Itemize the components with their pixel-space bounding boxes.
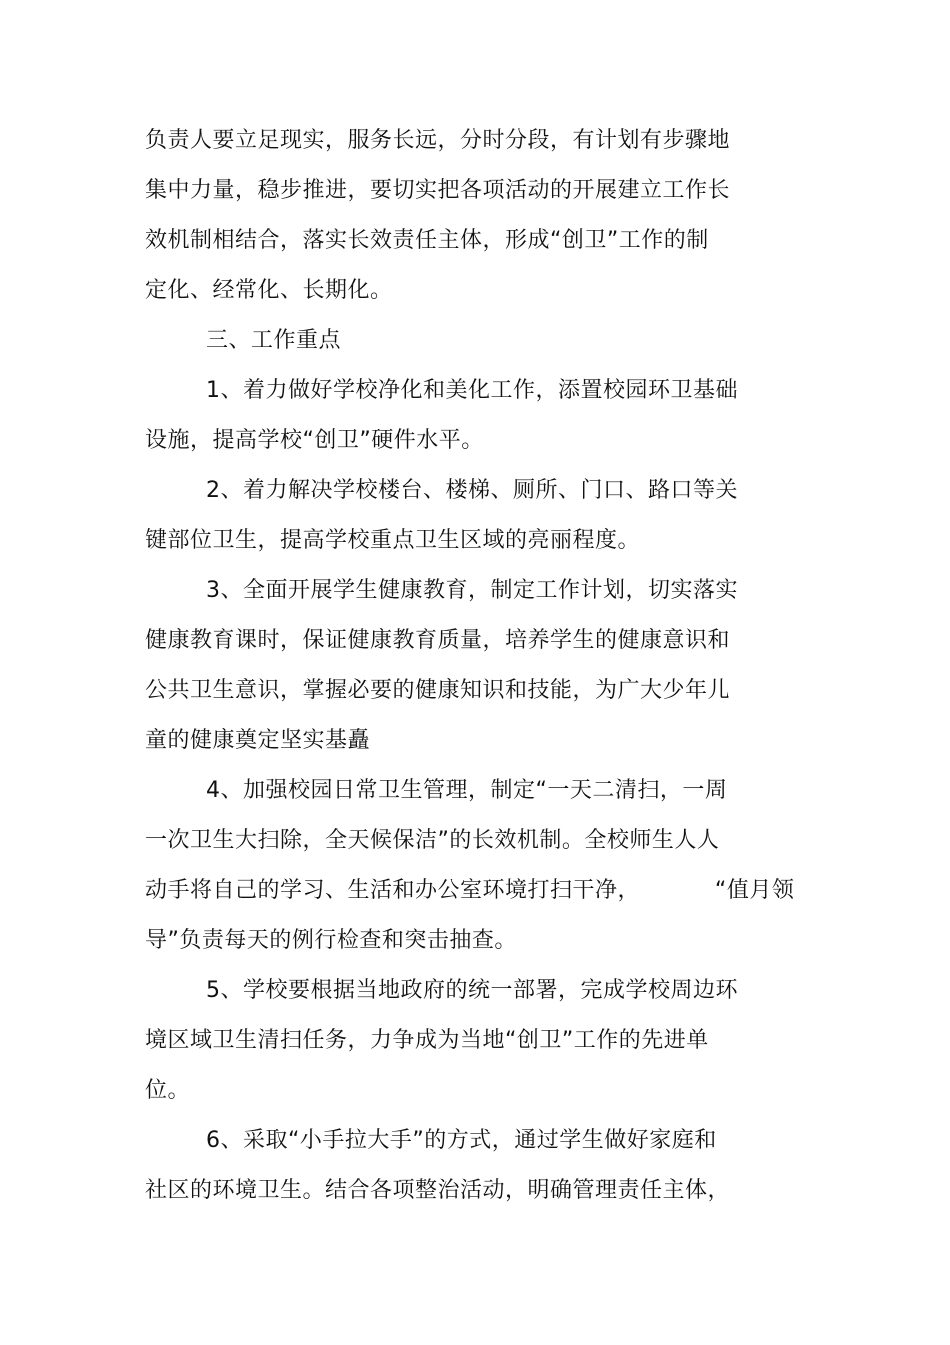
text-line: 设施，提高学校“创卫”硬件水平。 — [145, 428, 484, 453]
text-line: 效机制相结合，落实长效责任主体，形成“创卫”工作的制 — [145, 228, 709, 253]
text-line: 3、全面开展学生健康教育，制定工作计划，切实落实 — [206, 578, 738, 603]
text-line: 集中力量，稳步推进，要切实把各项活动的开展建立工作长 — [145, 178, 731, 203]
text-line: 社区的环境卫生。结合各项整治活动，明确管理责任主体， — [145, 1178, 731, 1203]
text-line: 4、加强校园日常卫生管理，制定“一天二清扫，一周 — [206, 778, 728, 803]
text-line: 2、着力解决学校楼台、楼梯、厕所、门口、路口等关 — [206, 478, 738, 503]
text-line: 1、着力做好学校净化和美化工作，添置校园环卫基础 — [206, 378, 738, 403]
text-line: 公共卫生意识，掌握必要的健康知识和技能，为广大少年儿 — [145, 678, 731, 703]
text-line: 键部位卫生，提高学校重点卫生区域的亮丽程度。 — [145, 528, 641, 553]
text-line: 健康教育课时，保证健康教育质量，培养学生的健康意识和 — [145, 628, 731, 653]
text-line: 导”负责每天的例行检查和突击抽查。 — [145, 928, 517, 953]
text-line: 定化、经常化、长期化。 — [145, 278, 393, 303]
section-heading: 三、工作重点 — [206, 328, 342, 353]
text-line: 6、采取“小手拉大手”的方式，通过学生做好家庭和 — [206, 1128, 717, 1153]
text-line: 位。 — [145, 1078, 191, 1103]
text-line: 动手将自己的学习、生活和办公室环境打扫干净， “值月领 — [145, 878, 795, 903]
text-line: 负责人要立足现实，服务长远，分时分段，有计划有步骤地 — [145, 128, 731, 153]
text-line: 童的健康奠定坚实基矗 — [145, 728, 371, 753]
text-line: 5、学校要根据当地政府的统一部署，完成学校周边环 — [206, 978, 738, 1003]
text-line: 一次卫生大扫除，全天候保洁”的长效机制。全校师生人人 — [145, 828, 720, 853]
text-line: 境区域卫生清扫任务，力争成为当地“创卫”工作的先进单 — [145, 1028, 709, 1053]
